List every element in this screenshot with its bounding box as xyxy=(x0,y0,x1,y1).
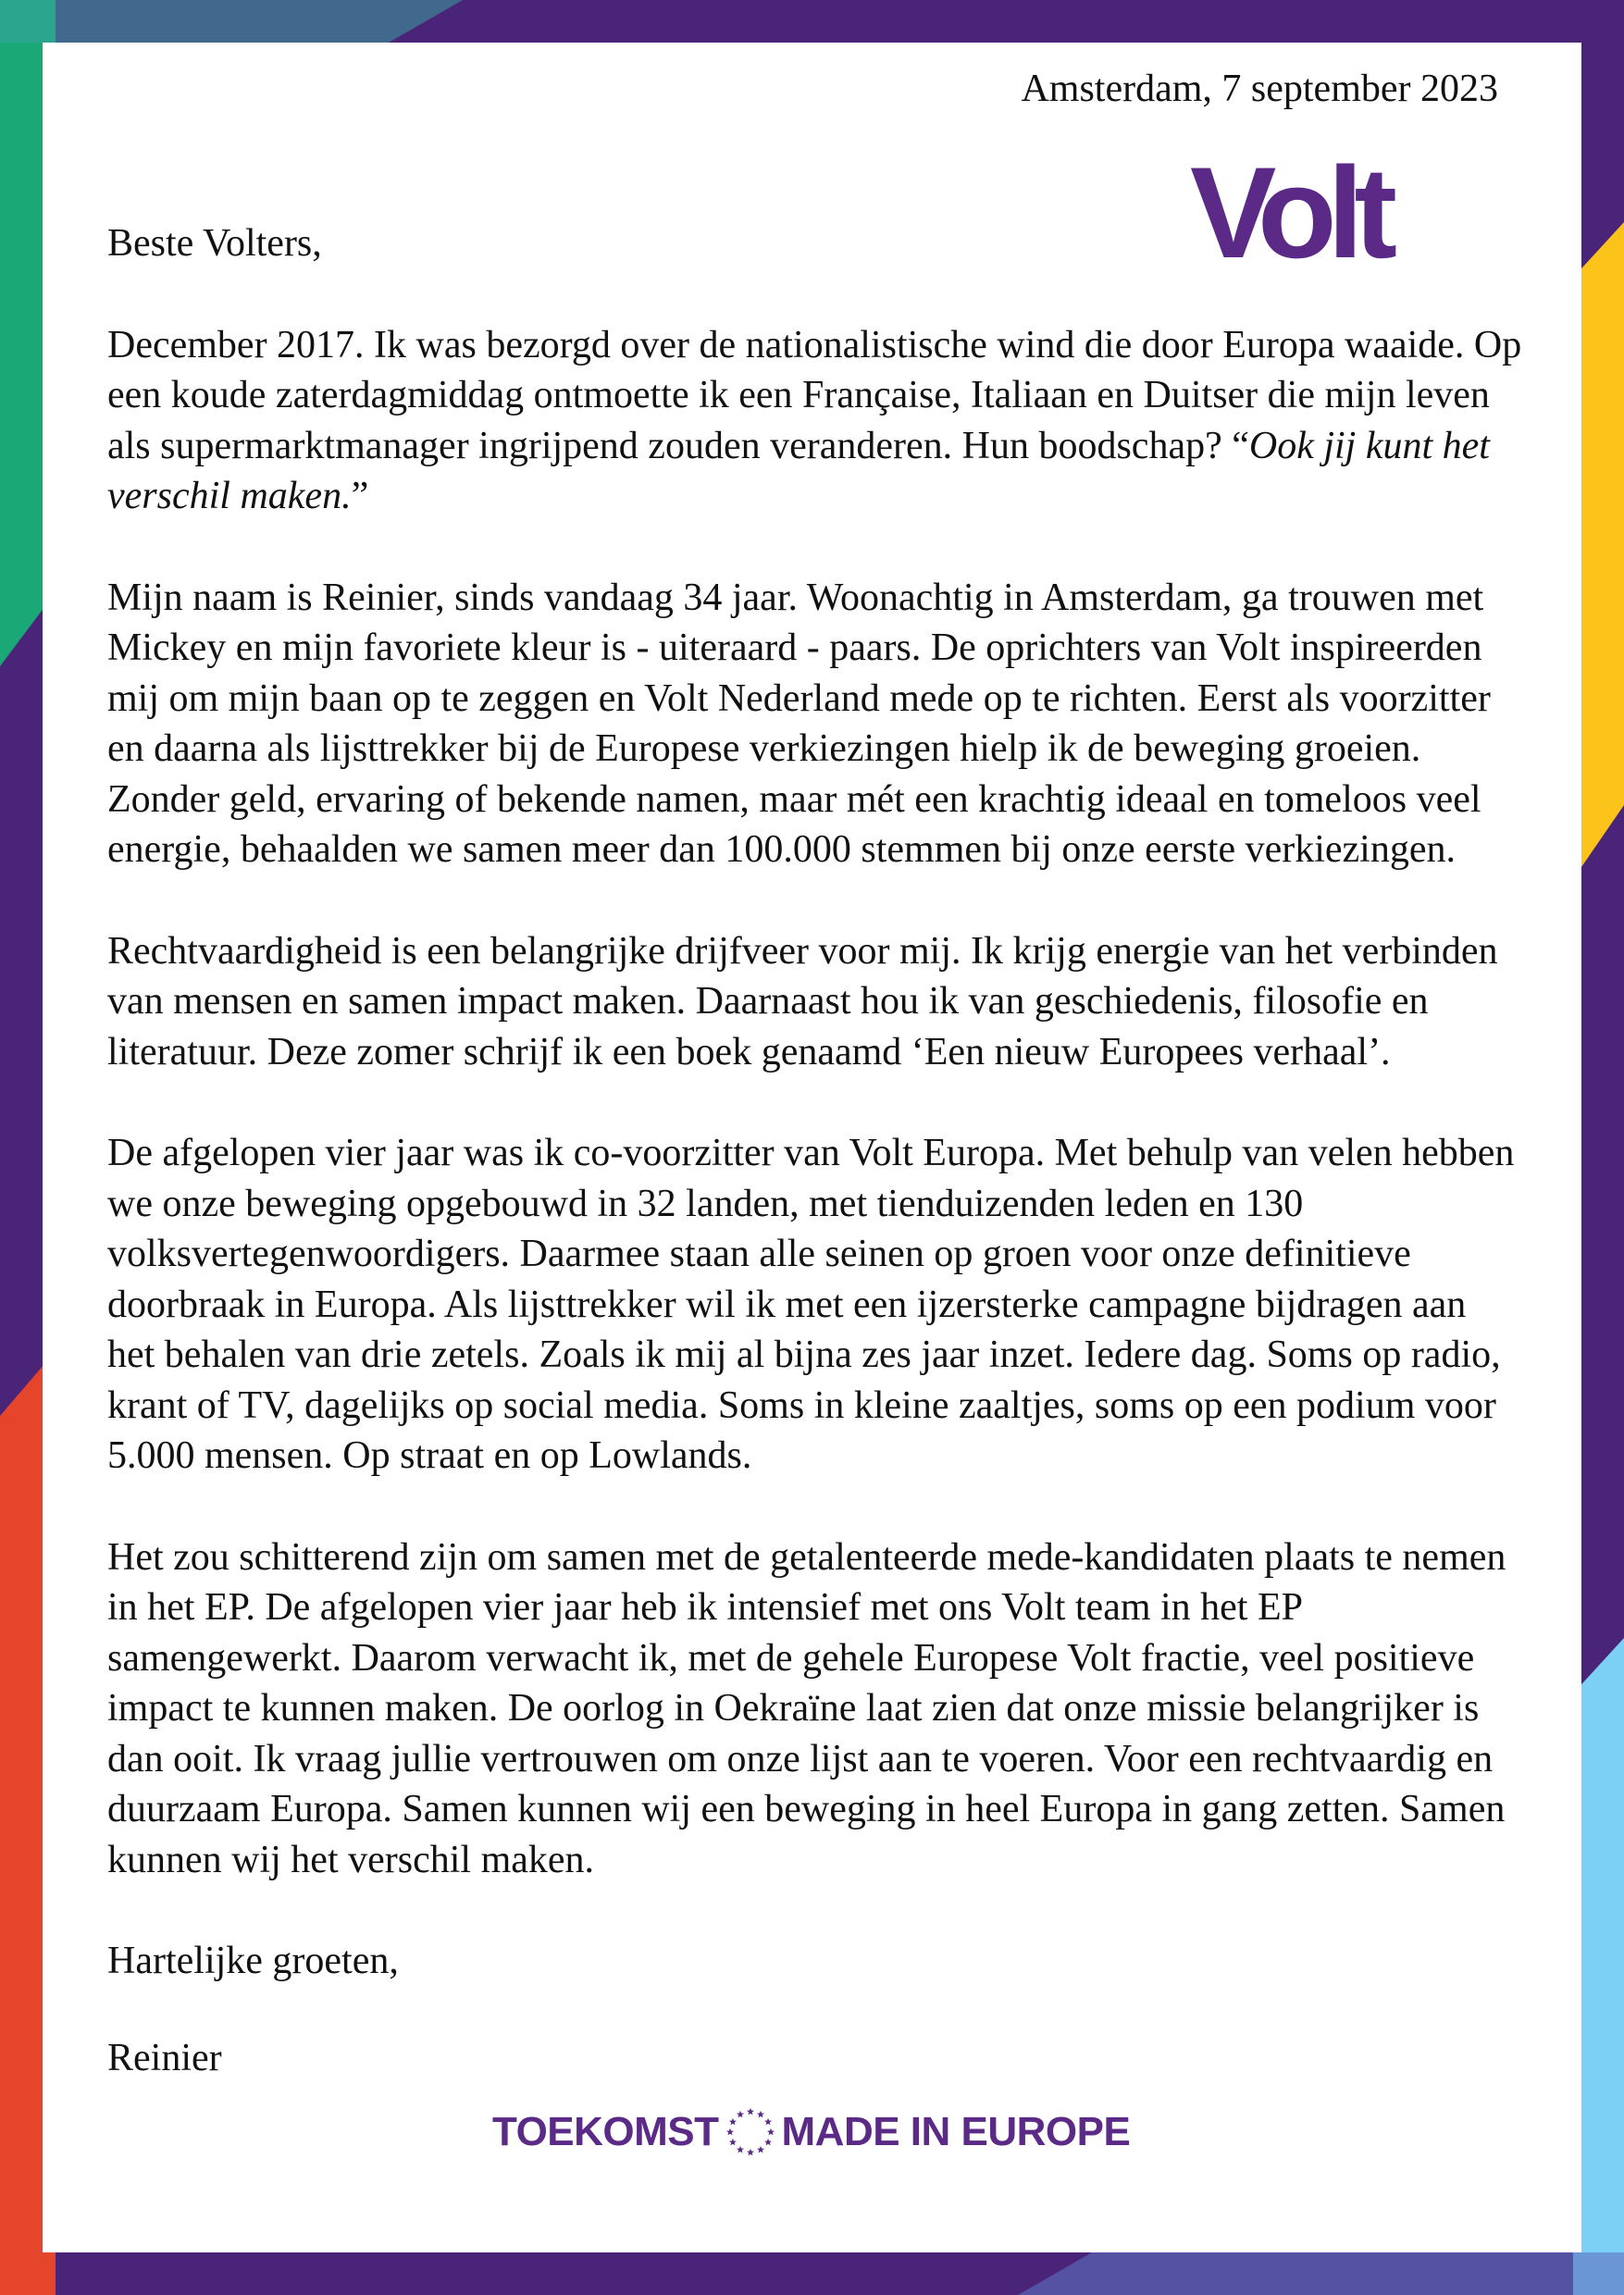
salutation: Beste Volters, xyxy=(107,222,322,265)
paragraph-4: De afgelopen vier jaar was ik co-voorzitter van Volt Europa. Met behulp van velen hebben we onze beweging opgebouwd in 32 landen, met tienduizenden leden en 130 volksvertegenwoordigers. Daarmee staan alle seinen op groen voor onze definitieve doorbraak in Europa. Als lijsttrekker wil ik met een ijzersterke campagne bijdragen aan het behalen van drie zetels. Zoals ik mij al bijna zes jaar inzet. Iedere dag. Soms op radio, krant of TV, dagelijks op social media. Soms in kleine zaaltjes, soms op een podium voor 5.000 mensen. Op straat en op Lowlands. xyxy=(107,1132,1515,1477)
eu-star xyxy=(737,2146,744,2153)
paragraph-2: Mijn naam is Reinier, sinds vandaag 34 jaar. Woonachtig in Amsterdam, ga trouwen met Mickey en mijn favoriete kleur is - uiteraard - paars. De oprichters van Volt inspireerden mij om mijn baan op te zeggen en Volt Nederland mede op te richten. Eerst als voorzitter en daarna als lijsttrekker bij de Europese verkiezingen hielp ik de beweging groeien. Zonder geld, ervaring of bekende namen, maar mét een krachtig ideaal en tomeloos veel energie, behaalden we samen meer dan 100.000 stemmen bij onze eerste verkiezingen. xyxy=(107,576,1491,871)
eu-star xyxy=(726,2128,734,2136)
signature: Reinier xyxy=(107,2036,222,2079)
letter-body xyxy=(107,218,1523,2083)
eu-star xyxy=(728,2139,736,2146)
paragraph-1-text: December 2017. Ik was bezorgd over de nationalistische wind die door Europa waaide. Op een koude zaterdagmiddag ontmoette ik een Française, Italiaan en Duitser die mijn leven als supermarktmanager ingrijpend zouden veranderen. Hun boodschap? “ xyxy=(107,323,1522,467)
paragraph-3: Rechtvaardigheid is een belangrijke drijfveer voor mij. Ik krijg energie van het verbinden van mensen en samen impact maken. Daarnaast hou ik van geschiedenis, filosofie en literatuur. Deze zomer schrijf ik een boek genaamd ‘Een nieuw Europees verhaal’. xyxy=(107,929,1498,1073)
paragraph-5: Het zou schitterend zijn om samen met de getalenteerde mede-kandidaten plaats te nemen in het EP. De afgelopen vier jaar heb ik intensief met ons Volt team in het EP samengewerkt. Daarom verwacht ik, met de gehele Europese Volt fractie, veel positieve impact te kunnen maken. De oorlog in Oekraïne laat zien dat onze missie belangrijker is dan ooit. Ik vraag jullie vertrouwen om onze lijst aan te voeren. Voor een rechtvaardig en duurzaam Europa. Samen kunnen wij een beweging in heel Europa in gang zetten. Samen kunnen wij het verschil maken. xyxy=(107,1535,1506,1881)
slogan-left: TOEKOMST xyxy=(492,2109,719,2154)
paragraph-1-quote-end: ” xyxy=(351,475,369,517)
eu-star xyxy=(747,2149,754,2156)
letter-page xyxy=(43,43,1581,2252)
closing: Hartelijke groeten, xyxy=(107,1940,399,1982)
eu-star xyxy=(728,2118,736,2126)
eu-star xyxy=(757,2111,764,2118)
paragraph-1 xyxy=(107,320,1523,522)
eu-star xyxy=(737,2111,744,2118)
eu-star xyxy=(764,2118,772,2126)
slogan-right: MADE IN EUROPE xyxy=(781,2109,1131,2154)
letter-date: Amsterdam, 7 september 2023 xyxy=(1021,68,1498,110)
volt-logo-wordmark: Volt xyxy=(1190,154,1389,274)
eu-star xyxy=(747,2108,754,2115)
eu-stars-icon xyxy=(725,2106,776,2158)
eu-star xyxy=(767,2128,775,2136)
eu-star xyxy=(757,2146,764,2153)
eu-star xyxy=(764,2139,772,2146)
paragraph-1-quote: Ook jij kunt het verschil maken. xyxy=(107,424,1490,517)
footer-slogan xyxy=(492,2104,1130,2160)
